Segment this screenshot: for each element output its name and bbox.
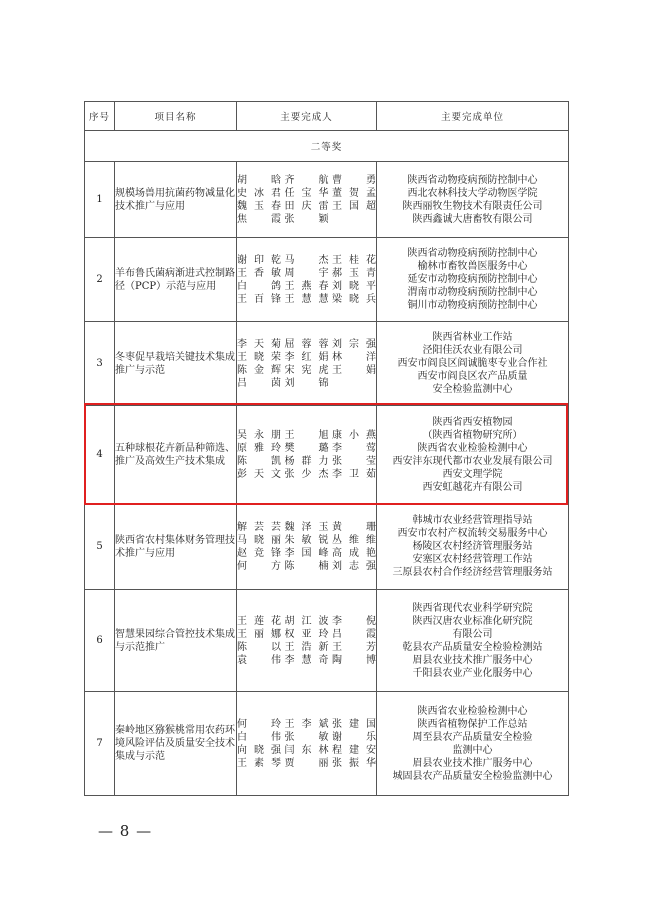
award-row <box>85 322 569 406</box>
person-name: 王晓荣 <box>237 351 281 363</box>
person-line <box>237 757 376 770</box>
person-name: 谢印乾 <box>237 254 281 266</box>
row-number: 3 <box>85 322 115 406</box>
unit-name: 铜川市动物疫病预防控制中心 <box>407 300 538 311</box>
person-line <box>237 364 376 377</box>
person-name: 杨群力 <box>284 455 329 467</box>
person-name: 张莹 <box>332 455 376 467</box>
person-line <box>237 267 376 280</box>
main-units <box>377 590 569 692</box>
unit-name: 陕西鑫诚大唐畜牧有限公司 <box>412 213 533 225</box>
main-units <box>377 322 569 406</box>
person-name: 梁晓兵 <box>332 293 376 305</box>
unit-name: 陕西省林业工作站 <box>432 332 513 343</box>
person-name: 刘锦 <box>284 377 329 389</box>
person-name: 张少杰 <box>284 468 329 480</box>
unit-name: 安全检验监测中心 <box>432 384 513 395</box>
person-name: 马晓丽 <box>237 534 281 546</box>
unit-name: 乾县农产品质量安全检验检测站 <box>402 641 543 653</box>
unit-name: 陕西省农业检验检测中心 <box>417 442 528 454</box>
unit-name: 渭南市动物疫病预防控制中心 <box>407 287 538 298</box>
person-name: 何方 <box>237 560 281 572</box>
person-name: 王百锋 <box>237 293 281 305</box>
page-number: — 8 — <box>98 822 153 840</box>
person-name: 王李斌 <box>284 718 329 730</box>
person-name: 李倪 <box>332 615 376 627</box>
person-name: 陈金辉 <box>237 364 281 376</box>
unit-name: 西安文理学院 <box>442 468 503 480</box>
unit-name: 西安市阎良区阎诚脆枣专业合作社 <box>397 358 548 369</box>
main-units <box>377 162 569 238</box>
header-main-units: 主要完成单位 <box>377 102 569 131</box>
unit-name: 陕西省动物疫病预防控制中心 <box>407 248 538 259</box>
person-name: 史冰君 <box>237 187 281 199</box>
person-line <box>237 744 376 757</box>
person-name: 张敏 <box>284 731 329 743</box>
person-name: 王慧慧 <box>284 293 329 305</box>
person-name: 康小燕 <box>332 429 376 441</box>
person-name: 王燕春 <box>284 280 329 292</box>
person-name: 曹勇 <box>332 174 376 186</box>
person-name: 王桂花 <box>332 254 376 266</box>
person-name: 王浩新 <box>284 641 329 653</box>
person-name: 魏玉春 <box>237 200 281 212</box>
person-name: 魏泽玉 <box>284 521 329 533</box>
person-line <box>237 455 376 468</box>
person-name: 解芸芸 <box>237 521 281 533</box>
main-persons <box>237 406 377 504</box>
person-name <box>332 377 376 390</box>
person-name: 王旭 <box>284 429 329 441</box>
unit-name: 三原县农村合作经济经营管理服务站 <box>392 567 553 578</box>
person-line <box>237 442 376 455</box>
person-name: 田庆雷 <box>284 200 329 212</box>
project-name: 冬枣促早栽培关键技术集成推广与示范 <box>115 322 237 406</box>
person-name: 李卫茹 <box>332 468 376 480</box>
unit-name: 千阳县农业产业化服务中心 <box>412 667 533 679</box>
awards-table <box>84 101 569 796</box>
person-name: 李国峰 <box>284 547 329 559</box>
person-line <box>237 213 376 226</box>
unit-name: 城固县农产品质量安全检验监测中心 <box>392 770 553 782</box>
section-title: 二等奖 <box>85 131 569 162</box>
main-persons <box>237 322 377 406</box>
row-number: 5 <box>85 504 115 590</box>
person-name: 刘晓平 <box>332 280 376 292</box>
person-name: 刘志强 <box>332 560 376 572</box>
unit-name: 陕西丽牧生物技术有限责任公司 <box>402 200 543 212</box>
person-name: 李红娟 <box>284 351 329 363</box>
person-name: 张建国 <box>332 718 376 730</box>
unit-name: 安塞区农村经营管理工作站 <box>412 554 533 565</box>
award-row <box>85 692 569 796</box>
unit-name: 眉县农业技术推广服务中心 <box>412 757 533 769</box>
header-row <box>85 102 569 131</box>
person-name: 董贺孟 <box>332 187 376 199</box>
person-name: 吕茵 <box>237 377 281 389</box>
unit-name: 西北农林科技大学动物医学院 <box>407 187 538 199</box>
main-persons <box>237 162 377 238</box>
project-name: 陕西省农村集体财务管理技术推广与应用 <box>115 504 237 590</box>
project-name: 智慧果园综合管控技术集成与示范推广 <box>115 590 237 692</box>
person-line <box>237 654 376 667</box>
unit-name: 延安市动物疫病预防控制中心 <box>407 274 538 285</box>
person-name: 齐航 <box>284 174 329 186</box>
main-persons <box>237 504 377 590</box>
header-number: 序号 <box>85 102 115 131</box>
unit-name: 榆林市畜牧兽医服务中心 <box>417 261 528 272</box>
unit-name: （陕西省植物研究所） <box>422 429 523 441</box>
award-row <box>85 162 569 238</box>
person-name: 权亚玲 <box>284 628 329 640</box>
main-units <box>377 238 569 322</box>
award-row <box>85 406 569 504</box>
person-line <box>237 351 376 364</box>
person-name: 丛维维 <box>332 534 376 546</box>
unit-name: 周至县农产品质量安全检验 <box>412 731 533 743</box>
award-row <box>85 504 569 590</box>
unit-name: 陕西省现代农业科学研究院 <box>412 602 533 614</box>
person-name: 陈凯 <box>237 455 281 467</box>
person-name: 王香敏 <box>237 267 281 279</box>
person-name: 王国超 <box>332 200 376 212</box>
person-line <box>237 615 376 628</box>
person-line <box>237 547 376 560</box>
main-persons <box>237 238 377 322</box>
person-name: 朱敏锐 <box>284 534 329 546</box>
person-name: 张振华 <box>332 757 376 769</box>
person-name: 焦霞 <box>237 213 281 225</box>
project-name: 规模场兽用抗菌药物减量化技术推广与应用 <box>115 162 237 238</box>
unit-name: 陕西省西安植物园 <box>432 416 513 428</box>
section-row <box>85 131 569 162</box>
person-name: 刘宗强 <box>332 338 376 350</box>
person-name: 向晓强 <box>237 744 281 756</box>
person-name: 李慧奇 <box>284 654 329 666</box>
person-line <box>237 521 376 534</box>
person-name: 屈蓉蓉 <box>284 338 329 350</box>
person-name <box>332 213 376 226</box>
unit-name: 眉县农业技术推广服务中心 <box>412 654 533 666</box>
person-name: 胡晗 <box>237 174 281 186</box>
person-name: 王素琴 <box>237 757 281 769</box>
row-number: 2 <box>85 238 115 322</box>
unit-name: 陕西省农业检验检测中心 <box>417 705 528 717</box>
unit-name: 陕西省植物保护工作总站 <box>417 718 528 730</box>
person-name: 陈楠 <box>284 560 329 572</box>
person-name: 樊璐 <box>284 442 329 454</box>
person-name: 赵竞锋 <box>237 547 281 559</box>
person-name: 李莺 <box>332 442 376 454</box>
unit-name: 陕西汉唐农业标准化研究院 <box>412 615 533 627</box>
person-name: 陶博 <box>332 654 376 666</box>
unit-name: 西安沣东现代都市农业发展有限公司 <box>392 455 553 467</box>
main-units <box>377 406 569 504</box>
person-name: 林洋 <box>332 351 376 363</box>
header-main-persons: 主要完成人 <box>237 102 377 131</box>
person-line <box>237 641 376 654</box>
person-line <box>237 187 376 200</box>
person-name: 胡江波 <box>284 615 329 627</box>
person-line <box>237 293 376 306</box>
person-line <box>237 628 376 641</box>
row-number: 4 <box>85 406 115 504</box>
main-persons <box>237 590 377 692</box>
award-row <box>85 238 569 322</box>
row-number: 1 <box>85 162 115 238</box>
person-name: 郝玉青 <box>332 267 376 279</box>
person-line <box>237 377 376 390</box>
person-name: 闫东林 <box>284 744 329 756</box>
main-units <box>377 692 569 796</box>
row-number: 7 <box>85 692 115 796</box>
unit-name: 陕西省动物疫病预防控制中心 <box>407 174 538 186</box>
person-line <box>237 338 376 351</box>
person-line <box>237 731 376 744</box>
main-units <box>377 504 569 590</box>
person-name: 马杰 <box>284 254 329 266</box>
person-name: 程建安 <box>332 744 376 756</box>
header-project-name: 项目名称 <box>115 102 237 131</box>
person-name: 张颖 <box>284 213 329 225</box>
person-name: 周宇 <box>284 267 329 279</box>
project-name: 五种球根花卉新品种筛选、推广及高效生产技术集成 <box>115 406 237 504</box>
unit-name: 杨陵区农村经济管理服务站 <box>412 541 533 552</box>
person-line <box>237 468 376 481</box>
person-name: 李天菊 <box>237 338 281 350</box>
main-persons <box>237 692 377 796</box>
person-name: 王芳 <box>332 641 376 653</box>
person-name: 原雅玲 <box>237 442 281 454</box>
person-name: 王丽娜 <box>237 628 281 640</box>
unit-name: 有限公司 <box>452 628 493 640</box>
award-row <box>85 590 569 692</box>
person-line <box>237 718 376 731</box>
person-name: 王莲花 <box>237 615 281 627</box>
person-name: 王娟 <box>332 364 376 376</box>
person-line <box>237 429 376 442</box>
person-line <box>237 534 376 547</box>
unit-name: 韩城市农业经营管理指导站 <box>412 515 533 526</box>
person-name: 谢乐 <box>332 731 376 743</box>
person-name: 吕霞 <box>332 628 376 640</box>
unit-name: 西安市农村产权流转交易服务中心 <box>397 528 548 539</box>
person-line <box>237 174 376 187</box>
unit-name: 西安市阎良区农产品质量 <box>417 371 528 382</box>
person-name: 何玲 <box>237 718 281 730</box>
person-line <box>237 254 376 267</box>
row-number: 6 <box>85 590 115 692</box>
person-name: 白伟 <box>237 731 281 743</box>
unit-name: 监测中心 <box>452 744 493 756</box>
person-line <box>237 200 376 213</box>
person-name: 宋宪虎 <box>284 364 329 376</box>
project-name: 羊布鲁氏菌病渐进式控制路径（PCP）示范与应用 <box>115 238 237 322</box>
person-name: 吴永朋 <box>237 429 281 441</box>
person-name: 高成艳 <box>332 547 376 559</box>
person-name: 彭天文 <box>237 468 281 480</box>
person-line <box>237 280 376 293</box>
person-name: 贾丽 <box>284 757 329 769</box>
project-name: 秦岭地区猕猴桃常用农药环境风险评估及质量安全技术集成与示范 <box>115 692 237 796</box>
person-name: 袁伟 <box>237 654 281 666</box>
unit-name: 泾阳佳沃农业有限公司 <box>422 345 523 356</box>
unit-name: 西安虹越花卉有限公司 <box>422 481 523 493</box>
person-name: 任宝华 <box>284 187 329 199</box>
person-name: 陈以 <box>237 641 281 653</box>
person-name: 黄珊 <box>332 521 376 533</box>
person-name: 白鸽 <box>237 280 281 292</box>
person-line <box>237 560 376 573</box>
